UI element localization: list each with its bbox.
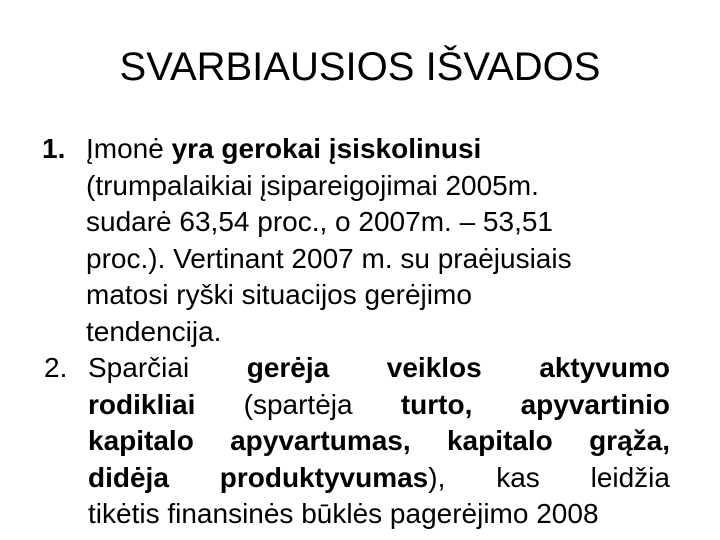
word-group [401, 387, 473, 424]
text-run: (trumpalaikiai įsipareigojimai 2005m. [86, 169, 539, 201]
list-item [42, 350, 670, 533]
list-item-text [86, 131, 670, 350]
text-word: apyvartumas, [230, 425, 411, 456]
text-line [86, 241, 670, 278]
text-word: ), [428, 461, 446, 493]
list-item-number: 1. [42, 133, 66, 164]
text-line [86, 168, 670, 205]
text-run: yra gerokai įsiskolinusi [171, 133, 482, 164]
word-group [589, 423, 670, 460]
word-group [539, 350, 670, 387]
text-run: sudarė 63,54 proc., o 2007m. – 53,51 [86, 206, 553, 237]
text-run: tendencija. [86, 315, 222, 347]
word-group [88, 350, 189, 387]
word-group [88, 423, 194, 460]
word-group [244, 387, 353, 424]
text-word: gerėja [246, 352, 330, 383]
word-group [230, 423, 411, 460]
text-word: didėja [88, 461, 169, 493]
text-word: rodikliai [88, 388, 196, 420]
text-word: Sparčiai [88, 352, 190, 383]
conclusions-list [42, 131, 670, 533]
word-group [591, 460, 670, 497]
text-line [86, 204, 670, 241]
word-group [88, 387, 195, 424]
list-item [42, 131, 670, 350]
text-run: proc.). Vertinant 2007 m. su praėjusiais [86, 242, 572, 274]
word-group [88, 496, 599, 533]
word-group [220, 460, 446, 497]
text-word: tikėtis finansinės būklės pagerėjimo 2008 [88, 498, 599, 529]
text-line [88, 496, 670, 533]
text-word: grąža, [589, 425, 670, 456]
text-run: Įmonė [86, 133, 172, 164]
word-group [387, 350, 482, 387]
text-line [88, 460, 670, 497]
text-word: turto, [400, 388, 473, 420]
word-group [496, 460, 540, 497]
text-word: produktyvumas [219, 461, 429, 493]
text-line [88, 423, 670, 460]
word-group [88, 460, 169, 497]
text-run: matosi ryški situacijos gerėjimo [86, 279, 472, 310]
text-line [86, 314, 670, 351]
text-word: (spartėja [243, 388, 353, 420]
text-word: kapitalo [446, 425, 553, 456]
text-line [88, 350, 670, 387]
word-group [521, 387, 670, 424]
list-item-number: 2. [44, 352, 68, 383]
text-line [88, 387, 670, 424]
list-item-text [86, 350, 670, 533]
text-word: veiklos [386, 352, 482, 383]
word-group [447, 423, 553, 460]
text-word: leidžia [590, 461, 670, 493]
text-line [86, 277, 670, 314]
text-word: aktyvumo [539, 352, 670, 383]
word-group [247, 350, 330, 387]
text-line [86, 131, 670, 168]
text-word: kapitalo [88, 425, 194, 456]
text-word: kas [496, 461, 540, 493]
text-word: apyvartinio [520, 388, 670, 420]
slide-title: SVARBIAUSIOS IŠVADOS [119, 45, 601, 89]
